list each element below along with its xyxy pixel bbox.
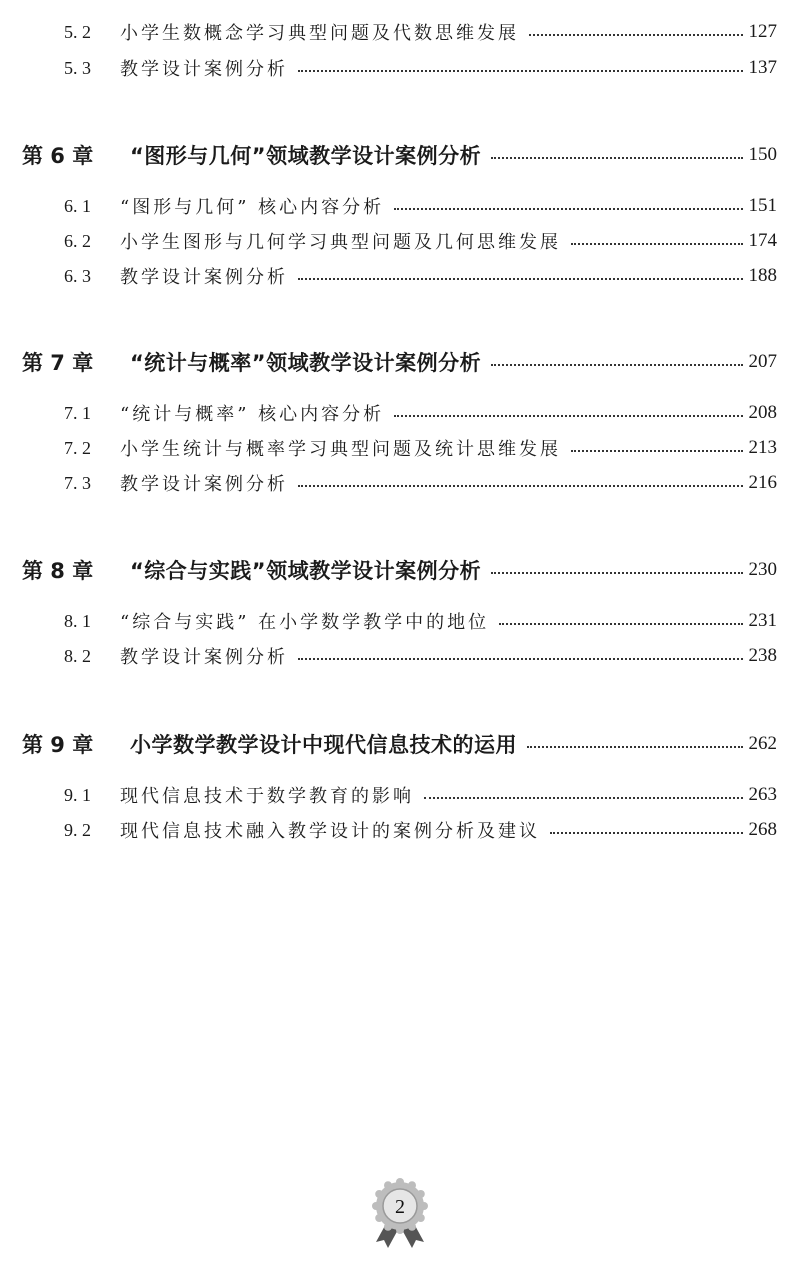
section-title: 小学生数概念学习典型问题及代数思维发展 [120, 23, 519, 44]
page-number: 150 [748, 144, 777, 165]
toc-section-row[interactable] [0, 400, 800, 426]
section-title: 教学设计案例分析 [120, 647, 288, 668]
chapter-number: 第 6 章 [22, 144, 94, 168]
toc-section-row[interactable] [0, 782, 800, 808]
section-title: 教学设计案例分析 [120, 267, 288, 288]
page-number: 230 [748, 559, 777, 580]
section-number: 8. 1 [64, 610, 91, 631]
page-number: 151 [748, 195, 777, 216]
page-number: 127 [748, 21, 777, 42]
section-number: 7. 1 [64, 402, 91, 423]
toc-section-row[interactable] [0, 55, 800, 81]
toc-chapter-row[interactable] [0, 140, 800, 170]
toc-section-row[interactable] [0, 19, 800, 45]
dot-leader [529, 34, 743, 36]
chapter-number: 第 8 章 [22, 559, 94, 583]
chapter-title: 小学数学教学设计中现代信息技术的运用 [130, 733, 517, 757]
section-title: 现代信息技术于数学教育的影响 [120, 786, 414, 807]
toc-chapter-row[interactable] [0, 555, 800, 585]
dot-leader [394, 208, 742, 210]
section-title: 现代信息技术融入教学设计的案例分析及建议 [120, 821, 540, 842]
section-number: 5. 2 [64, 21, 91, 42]
section-title: 教学设计案例分析 [120, 474, 288, 495]
toc-section-row[interactable] [0, 470, 800, 496]
section-title: 小学生图形与几何学习典型问题及几何思维发展 [120, 232, 561, 253]
dot-leader [424, 797, 743, 799]
chapter-title: “综合与实践”领域教学设计案例分析 [130, 559, 482, 583]
page-number: 207 [748, 351, 777, 372]
dot-leader [394, 415, 742, 417]
toc-section-row[interactable] [0, 643, 800, 669]
page-number: 231 [748, 610, 777, 631]
section-number: 9. 2 [64, 819, 91, 840]
page-number: 238 [748, 645, 777, 666]
page-number: 263 [748, 784, 777, 805]
section-number: 9. 1 [64, 784, 91, 805]
toc-section-row[interactable] [0, 817, 800, 843]
toc-chapter-row[interactable] [0, 347, 800, 377]
section-number: 5. 3 [64, 57, 91, 78]
dot-leader [550, 832, 743, 834]
footer-page-number: 2 [395, 1196, 405, 1218]
dot-leader [499, 623, 742, 625]
page-number: 268 [748, 819, 777, 840]
page-number: 216 [748, 472, 777, 493]
dot-leader [298, 278, 743, 280]
dot-leader [527, 746, 743, 748]
toc-section-row[interactable] [0, 608, 800, 634]
page-number: 188 [748, 265, 777, 286]
chapter-title: “图形与几何”领域教学设计案例分析 [130, 144, 482, 168]
toc-section-row[interactable] [0, 263, 800, 289]
dot-leader [491, 572, 742, 574]
dot-leader [491, 364, 742, 366]
section-number: 6. 1 [64, 195, 91, 216]
chapter-number: 第 9 章 [22, 733, 94, 757]
page-number: 174 [748, 230, 777, 251]
page-badge [366, 1176, 434, 1256]
dot-leader [298, 70, 743, 72]
toc-section-row[interactable] [0, 228, 800, 254]
section-number: 7. 3 [64, 472, 91, 493]
dot-leader [298, 658, 743, 660]
chapter-title: “统计与概率”领域教学设计案例分析 [130, 351, 482, 375]
toc-section-row[interactable] [0, 193, 800, 219]
section-number: 8. 2 [64, 645, 91, 666]
dot-leader [571, 450, 743, 452]
section-title: 教学设计案例分析 [120, 59, 288, 80]
page-number: 137 [748, 57, 777, 78]
dot-leader [491, 157, 742, 159]
section-number: 7. 2 [64, 437, 91, 458]
page-number: 213 [748, 437, 777, 458]
section-title: 小学生统计与概率学习典型问题及统计思维发展 [120, 439, 561, 460]
section-title: “综合与实践” 在小学数学教学中的地位 [120, 612, 490, 633]
section-title: “统计与概率” 核心内容分析 [120, 404, 385, 425]
dot-leader [298, 485, 743, 487]
section-number: 6. 2 [64, 230, 91, 251]
section-title: “图形与几何” 核心内容分析 [120, 197, 385, 218]
chapter-number: 第 7 章 [22, 351, 94, 375]
page-number: 208 [748, 402, 777, 423]
toc-section-row[interactable] [0, 435, 800, 461]
dot-leader [571, 243, 743, 245]
page-number: 262 [748, 733, 777, 754]
toc-chapter-row[interactable] [0, 729, 800, 759]
section-number: 6. 3 [64, 265, 91, 286]
